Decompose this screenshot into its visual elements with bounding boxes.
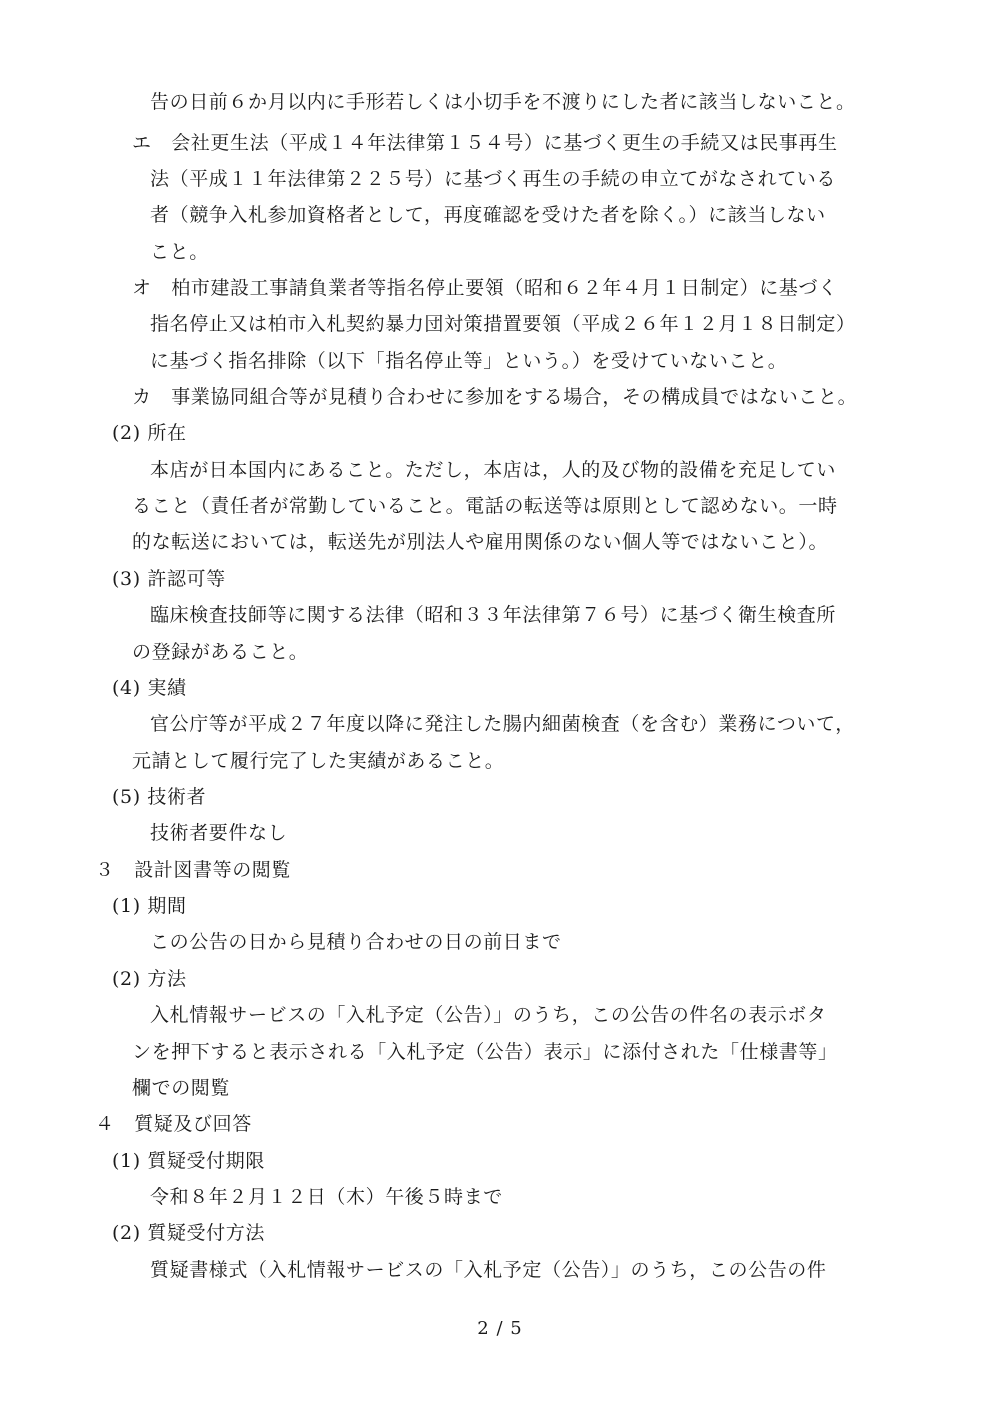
section-heading: (1) 質疑受付期限 [112,1150,265,1172]
chapter-heading: ３ 設計図書等の閲覧 [95,859,292,881]
text-line: ンを押下すると表示される「入札予定（公告）表示」に添付された「仕様書等」 [132,1041,838,1063]
chapter-heading: ４ 質疑及び回答 [95,1113,252,1135]
section-heading: (5) 技術者 [112,786,207,808]
text-line: この公告の日から見積り合わせの日の前日まで [150,931,562,953]
section-heading: (4) 実績 [112,677,187,699]
section-heading: (3) 許認可等 [112,568,226,590]
text-line: 技術者要件なし [150,822,288,844]
section-heading: (2) 所在 [112,422,187,444]
text-line: 法（平成１１年法律第２２５号）に基づく再生の手続の申立てがなされている [150,168,837,190]
page-number: 2 / 5 [477,1318,523,1339]
section-heading: (2) 方法 [112,968,187,990]
text-line: 官公庁等が平成２７年度以降に発注した腸内細菌検査（を含む）業務について， [150,713,855,735]
text-line: に基づく指名排除（以下「指名停止等」という。）を受けていないこと。 [150,350,788,372]
text-line: ること（責任者が常勤していること。電話の転送等は原則として認めない。一時 [132,495,838,517]
text-line: カ 事業協同組合等が見積り合わせに参加をする場合，その構成員ではないこと。 [132,386,858,408]
text-line: の登録があること。 [132,641,309,663]
text-line: 質疑書様式（入札情報サービスの「入札予定（公告）」のうち，この公告の件 [150,1259,827,1281]
text-line: オ 柏市建設工事請負業者等指名停止要領（昭和６２年４月１日制定）に基づく [132,277,838,299]
text-line: 元請として履行完了した実績があること。 [132,750,505,772]
text-line: エ 会社更生法（平成１４年法律第１５４号）に基づく更生の手続又は民事再生 [132,132,838,154]
text-line: 令和８年２月１２日（木）午後５時まで [150,1186,503,1208]
text-line: 指名停止又は柏市入札契約暴力団対策措置要領（平成２６年１２月１８日制定） [150,313,856,335]
text-line: 臨床検査技師等に関する法律（昭和３３年法律第７６号）に基づく衛生検査所 [150,604,837,626]
text-line: 本店が日本国内にあること。ただし，本店は，人的及び物的設備を充足してい [150,459,837,481]
text-line: 者（競争入札参加資格者として，再度確認を受けた者を除く。）に該当しない [150,204,826,226]
text-line: 告の日前６か月以内に手形若しくは小切手を不渡りにした者に該当しないこと。 [150,91,856,113]
text-line: 欄での閲覧 [132,1077,231,1099]
section-heading: (2) 質疑受付方法 [112,1222,265,1244]
text-line: 入札情報サービスの「入札予定（公告）」のうち，この公告の件名の表示ボタ [150,1004,827,1026]
text-line: 的な転送においては，転送先が別法人や雇用関係のない個人等ではないこと）。 [132,531,829,553]
section-heading: (1) 期間 [112,895,187,917]
text-line: こと。 [150,241,209,263]
